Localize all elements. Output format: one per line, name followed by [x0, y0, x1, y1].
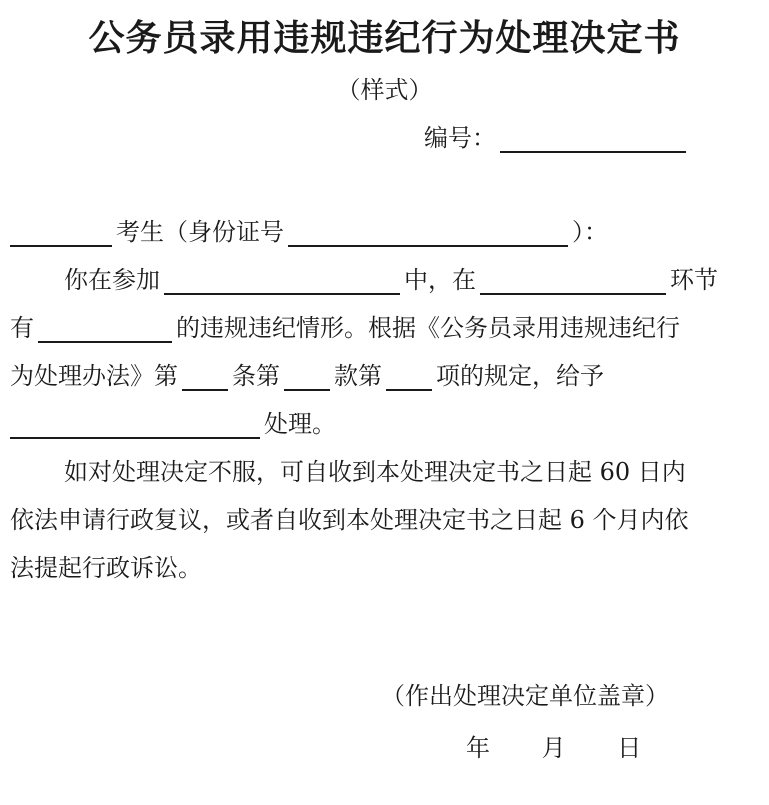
line-examinee	[10, 212, 608, 247]
participate-label: 你在参加	[64, 266, 160, 294]
examinee-close: ）：	[572, 218, 608, 246]
violation-text: 的违规违纪情形。根据《公务员录用违规违纪行	[176, 314, 680, 342]
examinee-name-blank	[10, 219, 112, 247]
in-label: 中，在	[404, 266, 476, 294]
line-appeal-1: 如对处理决定不服，可自收到本处理决定书之日起 60 日内	[64, 458, 686, 486]
document-subtitle: （样式）	[336, 76, 433, 104]
stage-label: 环节	[670, 266, 718, 294]
id-number-blank	[288, 219, 568, 247]
line-appeal-3: 法提起行政诉讼。	[10, 554, 202, 582]
date-month: 月	[541, 734, 566, 762]
item-label: 项的规定，给予	[436, 362, 604, 390]
measures-label: 为处理办法》第	[10, 362, 178, 390]
line-participate	[64, 260, 718, 295]
violation-blank	[38, 315, 172, 343]
document-title: 公务员录用违规违纪行为处理决定书	[88, 18, 681, 59]
clause-blank	[284, 363, 330, 391]
stage-blank	[480, 267, 666, 295]
exam-name-blank	[164, 267, 400, 295]
line-violation	[10, 308, 680, 343]
treatment-label: 处理。	[264, 410, 336, 438]
number-row	[424, 118, 690, 153]
seal-note: （作出处理决定单位盖章）	[381, 682, 669, 710]
line-treatment	[10, 404, 336, 439]
item-blank	[386, 363, 432, 391]
date-row	[466, 728, 641, 763]
number-label: 编号：	[424, 124, 496, 152]
have-label: 有	[10, 314, 34, 342]
number-blank	[500, 125, 686, 153]
article-blank	[182, 363, 228, 391]
examinee-label: 考生（身份证号	[116, 218, 284, 246]
date-year: 年	[466, 734, 490, 762]
article-label: 条第	[232, 362, 280, 390]
treatment-blank	[10, 411, 260, 439]
line-articles	[10, 356, 604, 391]
line-appeal-2: 依法申请行政复议，或者自收到本处理决定书之日起 6 个月内依	[10, 506, 689, 534]
clause-label: 款第	[334, 362, 382, 390]
date-day: 日	[617, 734, 642, 762]
